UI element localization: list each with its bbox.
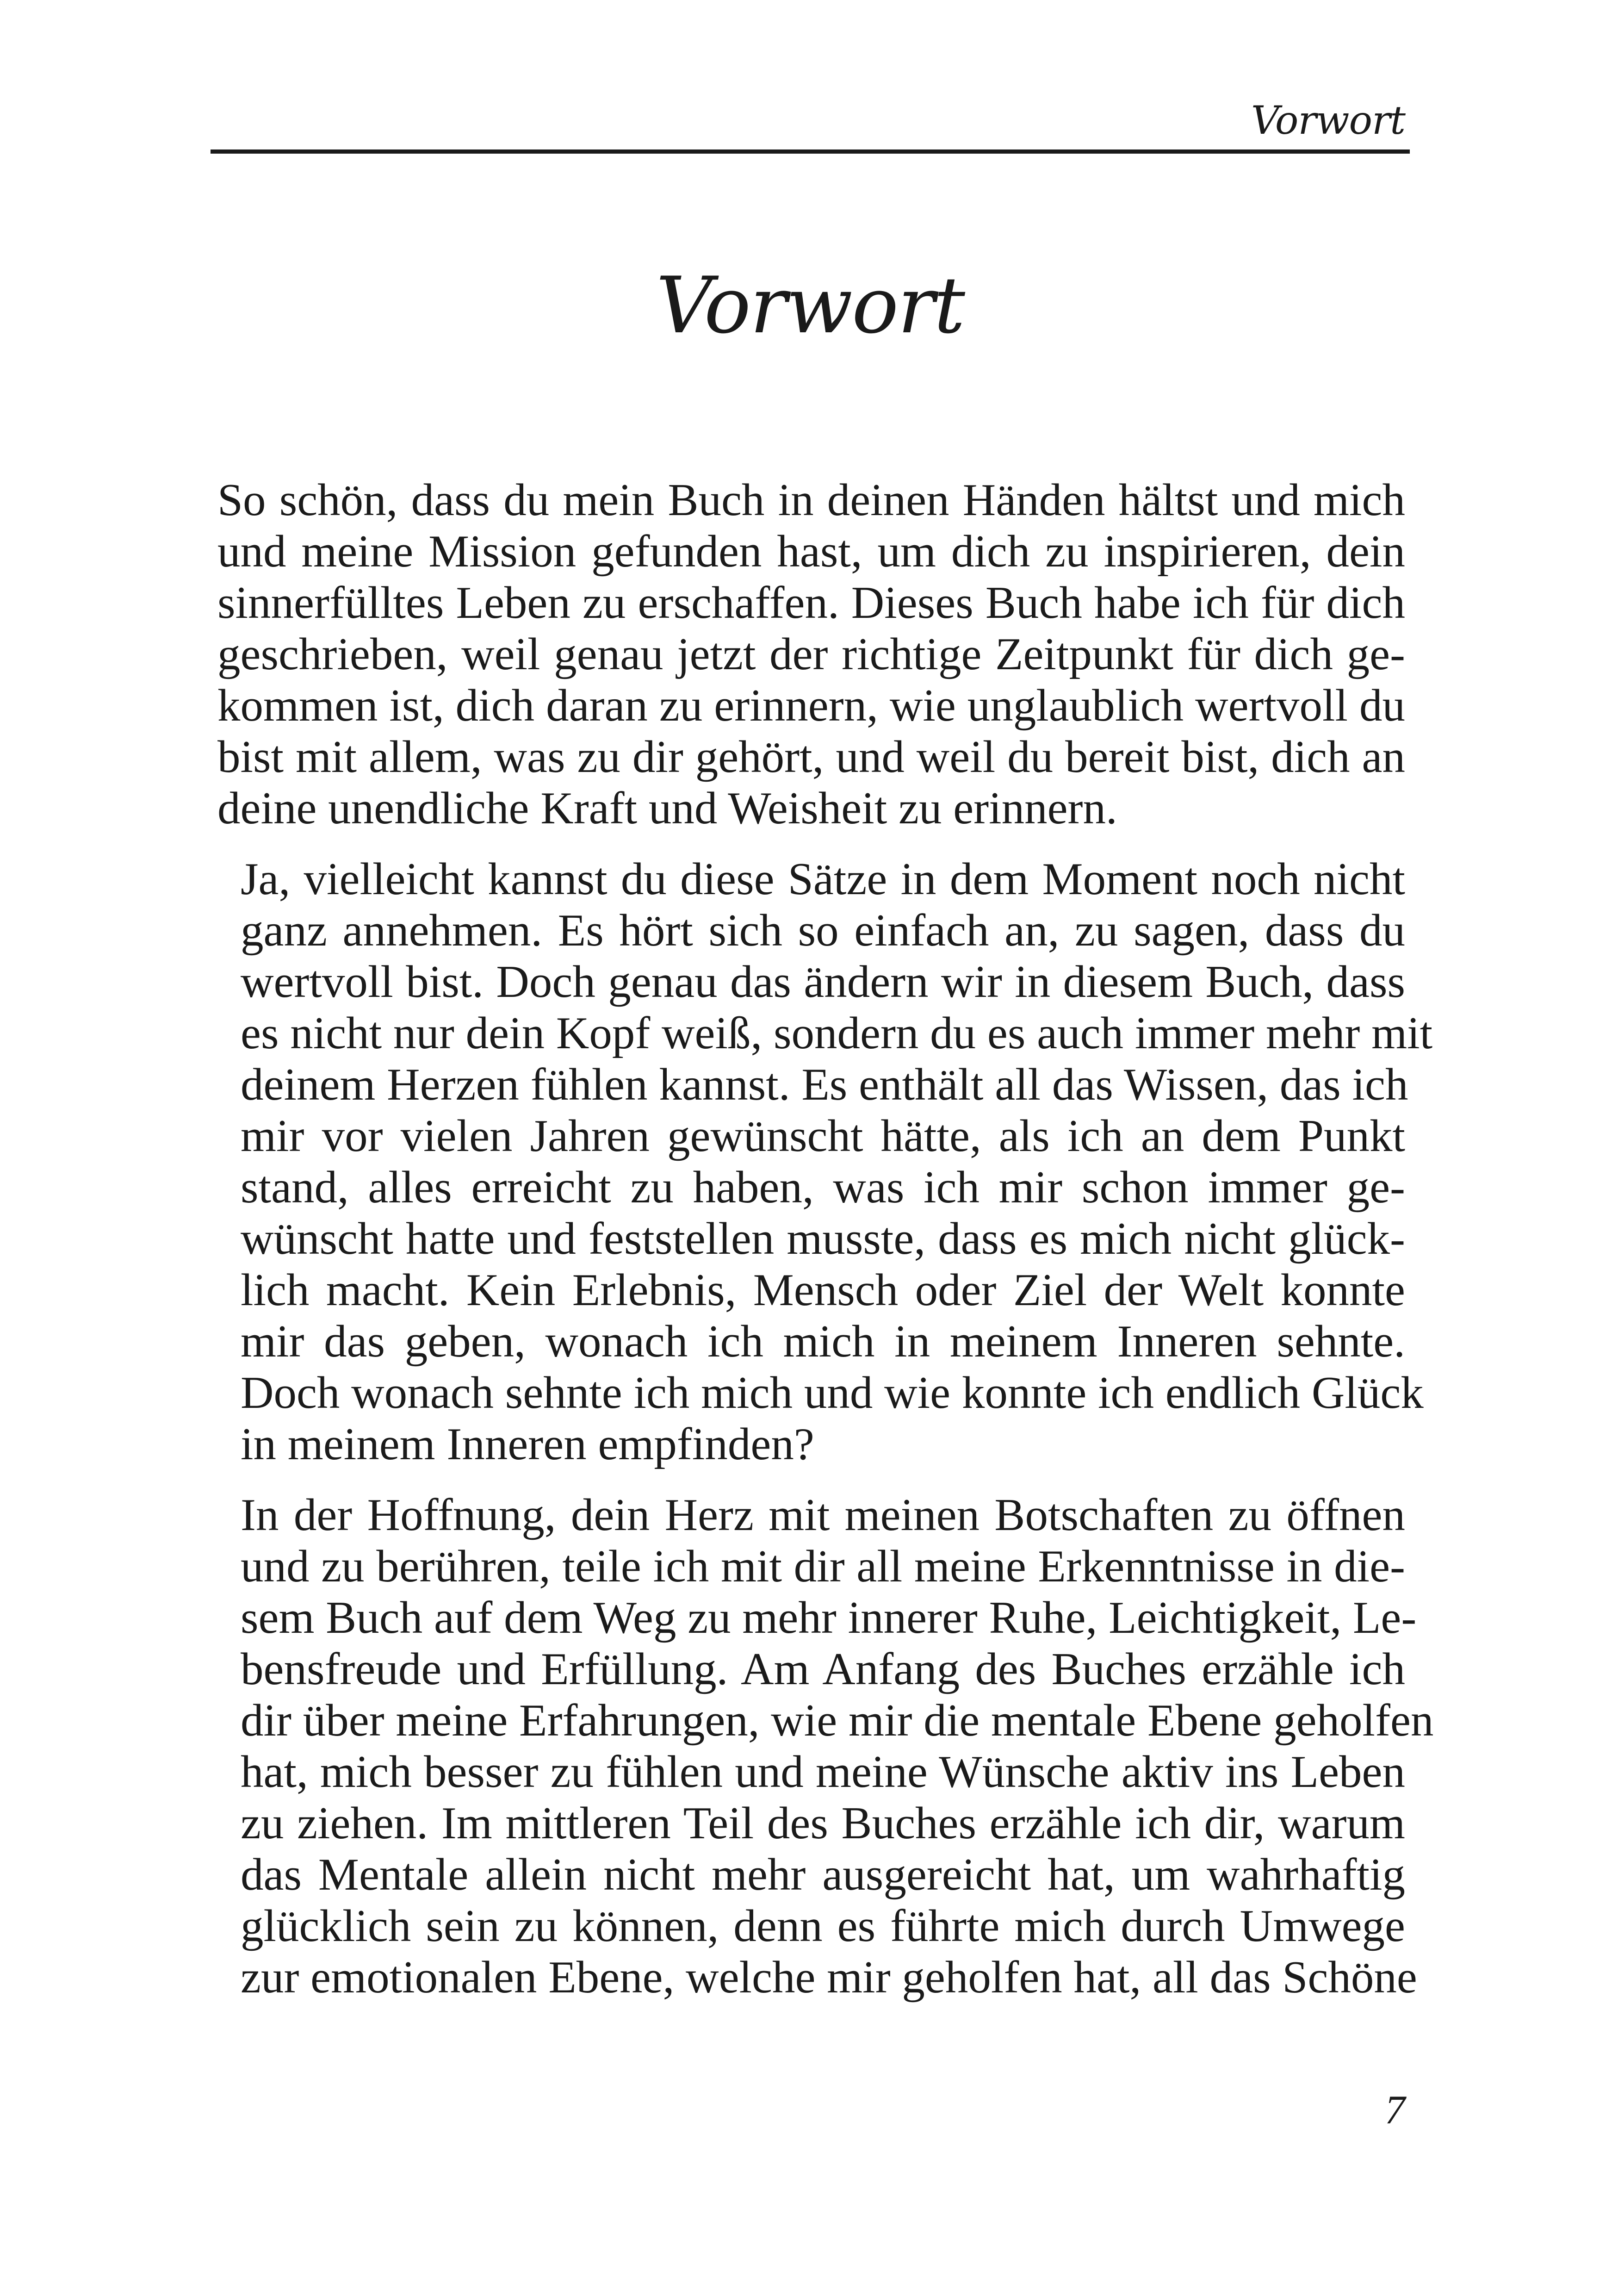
header-rule — [211, 149, 1410, 154]
text-line: kommen ist, dich daran zu erinnern, wie unglaublich wertvoll du — [217, 680, 1405, 731]
paragraph-2 — [217, 853, 1433, 1470]
text-line: wünscht hatte und feststellen musste, dass es mich nicht glück- — [241, 1213, 1405, 1264]
text-line: das Mentale allein nicht mehr ausgereicht hat, um wahrhaftig — [241, 1849, 1405, 1900]
body-text — [217, 474, 1434, 2022]
text-line: zur emotionalen Ebene, welche mir geholfen hat, all das Schöne — [241, 1952, 1417, 2003]
text-line: Ja, vielleicht kannst du diese Sätze in dem Moment noch nicht — [241, 854, 1405, 904]
text-line: sem Buch auf dem Weg zu mehr innerer Ruhe, Leichtigkeit, Le- — [241, 1593, 1417, 1643]
text-line: deine unendliche Kraft und Weisheit zu erinnern. — [217, 783, 1117, 834]
text-line: bensfreude und Erfüllung. Am Anfang des Buches erzähle ich — [241, 1644, 1405, 1694]
text-line: wertvoll bist. Doch genau das ändern wir in diesem Buch, dass — [241, 957, 1405, 1007]
paragraph-1 — [217, 474, 1405, 834]
text-line: In der Hoffnung, dein Herz mit meinen Botschaften zu öffnen — [241, 1490, 1405, 1540]
text-line: zu ziehen. Im mittleren Teil des Buches erzähle ich dir, warum — [241, 1798, 1405, 1848]
text-line: So schön, dass du mein Buch in deinen Händen hältst und mich — [217, 475, 1405, 525]
text-line: mir vor vielen Jahren gewünscht hätte, als ich an dem Punkt — [241, 1111, 1405, 1161]
paragraph-3 — [217, 1489, 1434, 2003]
running-head: Vorwort — [1251, 98, 1405, 143]
text-line: geschrieben, weil genau jetzt der richtige Zeitpunkt für dich ge- — [217, 629, 1405, 679]
text-line: dir über meine Erfahrungen, wie mir die mentale Ebene geholfen — [241, 1695, 1434, 1746]
page-number: 7 — [1385, 2088, 1405, 2133]
text-line: mir das geben, wonach ich mich in meinem Inneren sehnte. — [241, 1316, 1405, 1367]
chapter-title: Vorwort — [656, 260, 965, 351]
text-line: hat, mich besser zu fühlen und meine Wünsche aktiv ins Leben — [241, 1747, 1405, 1797]
text-line: in meinem Inneren empfinden? — [241, 1419, 814, 1469]
text-line: glücklich sein zu können, denn es führte mich durch Umwege — [241, 1901, 1405, 1951]
text-line: und zu berühren, teile ich mit dir all meine Erkenntnisse in die- — [241, 1541, 1405, 1592]
text-line: es nicht nur dein Kopf weiß, sondern du es auch immer mehr mit — [241, 1008, 1433, 1058]
text-line: bist mit allem, was zu dir gehört, und weil du bereit bist, dich an — [217, 732, 1405, 782]
text-line: sinnerfülltes Leben zu erschaffen. Dieses Buch habe ich für dich — [217, 578, 1405, 628]
text-line: Doch wonach sehnte ich mich und wie konnte ich endlich Glück — [241, 1368, 1424, 1418]
text-line: lich macht. Kein Erlebnis, Mensch oder Ziel der Welt konnte — [241, 1265, 1405, 1315]
text-line: stand, alles erreicht zu haben, was ich mir schon immer ge- — [241, 1162, 1405, 1213]
text-line: deinem Herzen fühlen kannst. Es enthält all das Wissen, das ich — [241, 1059, 1408, 1110]
text-line: ganz annehmen. Es hört sich so einfach an, zu sagen, dass du — [241, 905, 1405, 956]
text-line: und meine Mission gefunden hast, um dich zu inspirieren, dein — [217, 526, 1405, 577]
